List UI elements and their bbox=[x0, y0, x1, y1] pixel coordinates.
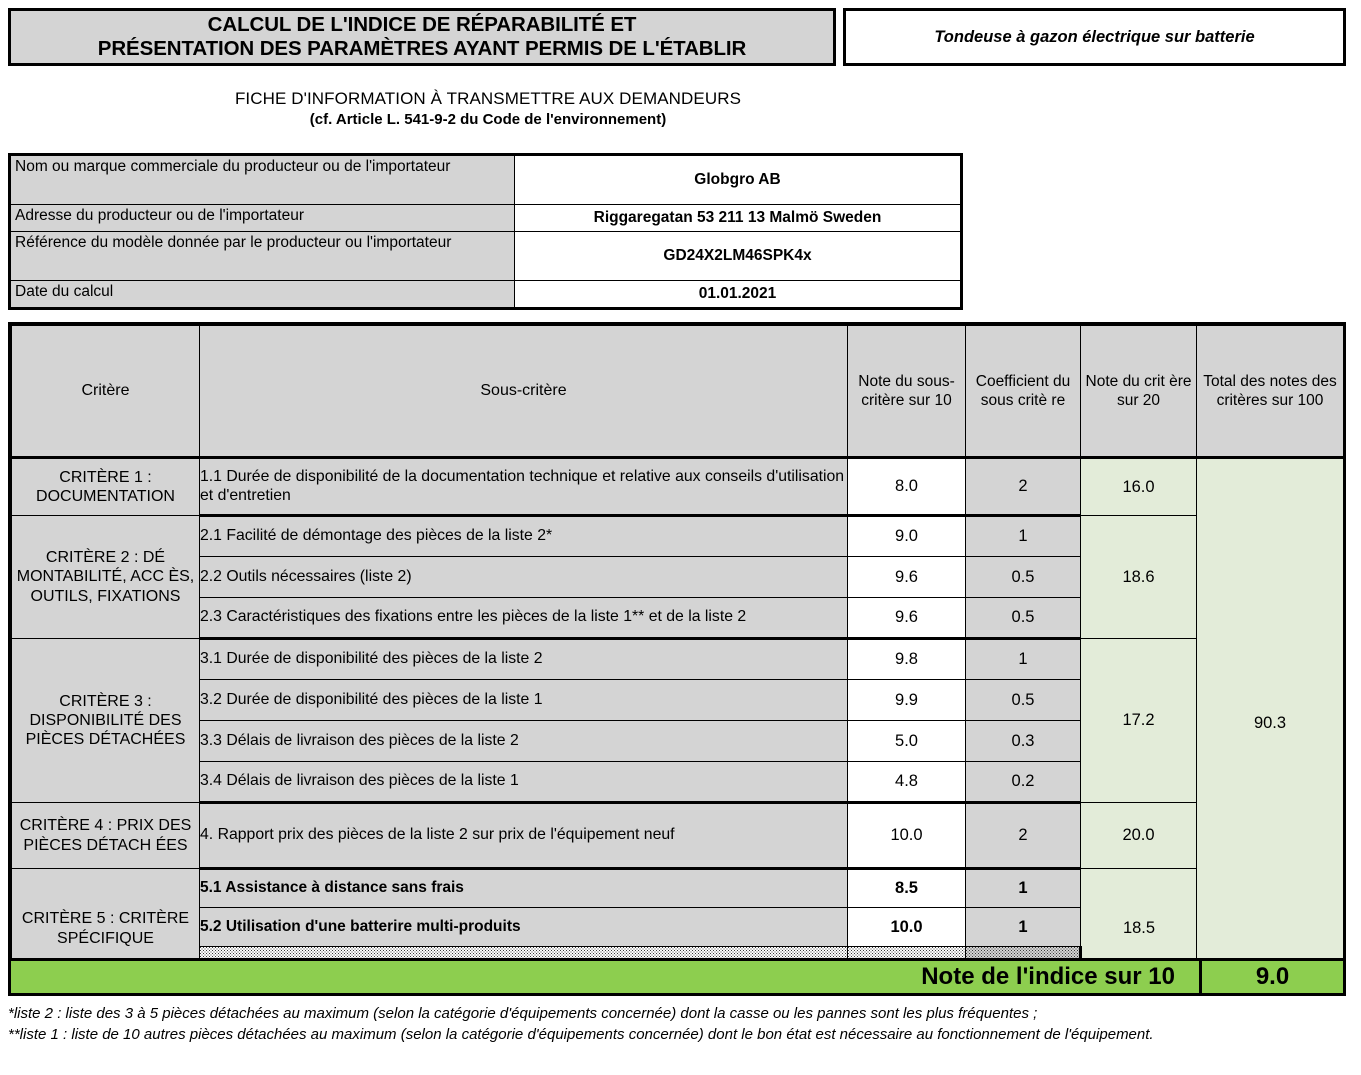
identity-value: GD24X2LM46SPK4x bbox=[515, 232, 962, 281]
identity-label: Nom ou marque commerciale du producteur ou de l'importateur bbox=[10, 155, 515, 205]
subcriterion-score: 10.0 bbox=[848, 908, 966, 947]
scoring-row bbox=[12, 516, 1344, 557]
footnote-liste-2: *liste 2 : liste des 3 à 5 pièces détachées au maximum (selon la catégorie d'équipements concernée) dont la casse ou les pannes sont les plus fréquentes ; bbox=[8, 1005, 1038, 1022]
identity-row bbox=[10, 281, 962, 309]
criterion-score: 20.0 bbox=[1081, 803, 1197, 869]
identity-label: Référence du modèle donnée par le producteur ou l'importateur bbox=[10, 232, 515, 281]
subcriterion-coefficient: 1 bbox=[966, 869, 1081, 908]
identity-value: Globgro AB bbox=[515, 155, 962, 205]
subcriterion-label: 2.2 Outils nécessaires (liste 2) bbox=[200, 557, 848, 598]
subcriterion-label: 5.1 Assistance à distance sans frais bbox=[200, 869, 848, 908]
header-total: Total des notes des critères sur 100 bbox=[1197, 326, 1344, 458]
subcriterion-score: 8.0 bbox=[848, 458, 966, 516]
identity-row bbox=[10, 232, 962, 281]
index-score-label: Note de l'indice sur 10 bbox=[11, 961, 1202, 993]
identity-label: Date du calcul bbox=[10, 281, 515, 309]
header-subcriterion: Sous-critère bbox=[200, 326, 848, 458]
subcriterion-label: 1.1 Durée de disponibilité de la documentation technique et relative aux conseils d'utilisation et d'entretien bbox=[200, 458, 848, 516]
subcriterion-coefficient: 0.5 bbox=[966, 557, 1081, 598]
footnotes-block bbox=[8, 1003, 1353, 1046]
scoring-row bbox=[12, 803, 1344, 869]
subcriterion-coefficient: 0.5 bbox=[966, 598, 1081, 639]
scoring-table-body bbox=[12, 458, 1344, 989]
subcriterion-label: 3.3 Délais de livraison des pièces de la liste 2 bbox=[200, 721, 848, 762]
subcriterion-label: 3.1 Durée de disponibilité des pièces de la liste 2 bbox=[200, 639, 848, 680]
subcriterion-label: 2.1 Facilité de démontage des pièces de la liste 2* bbox=[200, 516, 848, 557]
subcriterion-label: 5.2 Utilisation d'une batterire multi-produits bbox=[200, 908, 848, 947]
total-score: 90.3 bbox=[1197, 458, 1344, 989]
subcriterion-score: 4.8 bbox=[848, 762, 966, 803]
subcriterion-score: 10.0 bbox=[848, 803, 966, 869]
document-title-band bbox=[8, 8, 1346, 66]
document-title-line2: PRÉSENTATION DES PARAMÈTRES AYANT PERMIS DE L'ÉTABLIR bbox=[97, 37, 747, 60]
scoring-table-header-row bbox=[12, 326, 1344, 458]
product-category-box: Tondeuse à gazon électrique sur batterie bbox=[843, 8, 1346, 66]
subcriterion-score: 9.0 bbox=[848, 516, 966, 557]
criterion-label: CRITÈRE 5 : CRITÈRE SPÉCIFIQUE bbox=[12, 869, 200, 989]
header-subscore: Note du sous-critère sur 10 bbox=[848, 326, 966, 458]
criterion-label: CRITÈRE 3 : DISPONIBILITÉ DES PIÈCES DÉTACHÉES bbox=[12, 639, 200, 803]
criterion-label: CRITÈRE 1 : DOCUMENTATION bbox=[12, 458, 200, 516]
subcriterion-score: 9.8 bbox=[848, 639, 966, 680]
document-title-line1: CALCUL DE L'INDICE DE RÉPARABILITÉ ET bbox=[207, 12, 637, 36]
criterion-label: CRITÈRE 4 : PRIX DES PIÈCES DÉTACH ÉES bbox=[12, 803, 200, 869]
scoring-row bbox=[12, 458, 1344, 516]
scoring-table bbox=[11, 325, 1344, 990]
subcriterion-coefficient: 2 bbox=[966, 803, 1081, 869]
identity-row bbox=[10, 155, 962, 205]
identity-row bbox=[10, 205, 962, 232]
subtitle-block bbox=[8, 88, 968, 130]
subtitle-line1: FICHE D'INFORMATION À TRANSMETTRE AUX DEMANDEURS bbox=[234, 89, 742, 108]
producer-identity-table bbox=[8, 153, 963, 310]
subcriterion-label: 3.4 Délais de livraison des pièces de la liste 1 bbox=[200, 762, 848, 803]
subcriterion-coefficient: 2 bbox=[966, 458, 1081, 516]
header-criterion: Critère bbox=[12, 326, 200, 458]
subcriterion-coefficient: 0.5 bbox=[966, 680, 1081, 721]
index-score-value: 9.0 bbox=[1202, 961, 1343, 993]
index-score-bar bbox=[8, 958, 1346, 996]
subcriterion-coefficient: 1 bbox=[966, 908, 1081, 947]
identity-value: 01.01.2021 bbox=[515, 281, 962, 309]
header-coefficient: Coefficient du sous critè re bbox=[966, 326, 1081, 458]
producer-identity-body bbox=[10, 155, 962, 309]
subcriterion-score: 9.6 bbox=[848, 557, 966, 598]
subcriterion-coefficient: 0.2 bbox=[966, 762, 1081, 803]
criterion-score: 18.6 bbox=[1081, 516, 1197, 639]
subcriterion-label: 3.2 Durée de disponibilité des pièces de la liste 1 bbox=[200, 680, 848, 721]
subcriterion-label: 4. Rapport prix des pièces de la liste 2 sur prix de l'équipement neuf bbox=[200, 803, 848, 869]
identity-label: Adresse du producteur ou de l'importateur bbox=[10, 205, 515, 232]
identity-value: Riggaregatan 53 211 13 Malmö Sweden bbox=[515, 205, 962, 232]
criterion-score: 18.5 bbox=[1081, 869, 1197, 989]
scoring-row bbox=[12, 869, 1344, 908]
criterion-score: 17.2 bbox=[1081, 639, 1197, 803]
header-criterion-score: Note du crit ère sur 20 bbox=[1081, 326, 1197, 458]
footnote-liste-1: **liste 1 : liste de 10 autres pièces détachées au maximum (selon la catégorie d'équipements concernée) dont le bon état est nécessaire au fonctionnement de l'équipement. bbox=[8, 1026, 1154, 1044]
scoring-table-wrapper bbox=[8, 322, 1346, 993]
scoring-row bbox=[12, 639, 1344, 680]
criterion-label: CRITÈRE 2 : DÉ MONTABILITÉ, ACC ÈS, OUTILS, FIXATIONS bbox=[12, 516, 200, 639]
subcriterion-score: 9.6 bbox=[848, 598, 966, 639]
subcriterion-score: 9.9 bbox=[848, 680, 966, 721]
subcriterion-score: 8.5 bbox=[848, 869, 966, 908]
scoring-table-head bbox=[12, 326, 1344, 458]
subtitle-line2: (cf. Article L. 541-9-2 du Code de l'environnement) bbox=[309, 111, 667, 129]
criterion-score: 16.0 bbox=[1081, 458, 1197, 516]
subcriterion-coefficient: 1 bbox=[966, 516, 1081, 557]
subcriterion-score: 5.0 bbox=[848, 721, 966, 762]
subcriterion-coefficient: 0.3 bbox=[966, 721, 1081, 762]
document-title-box bbox=[8, 8, 836, 66]
subcriterion-label: 2.3 Caractéristiques des fixations entre les pièces de la liste 1** et de la liste 2 bbox=[200, 598, 848, 639]
subcriterion-coefficient: 1 bbox=[966, 639, 1081, 680]
